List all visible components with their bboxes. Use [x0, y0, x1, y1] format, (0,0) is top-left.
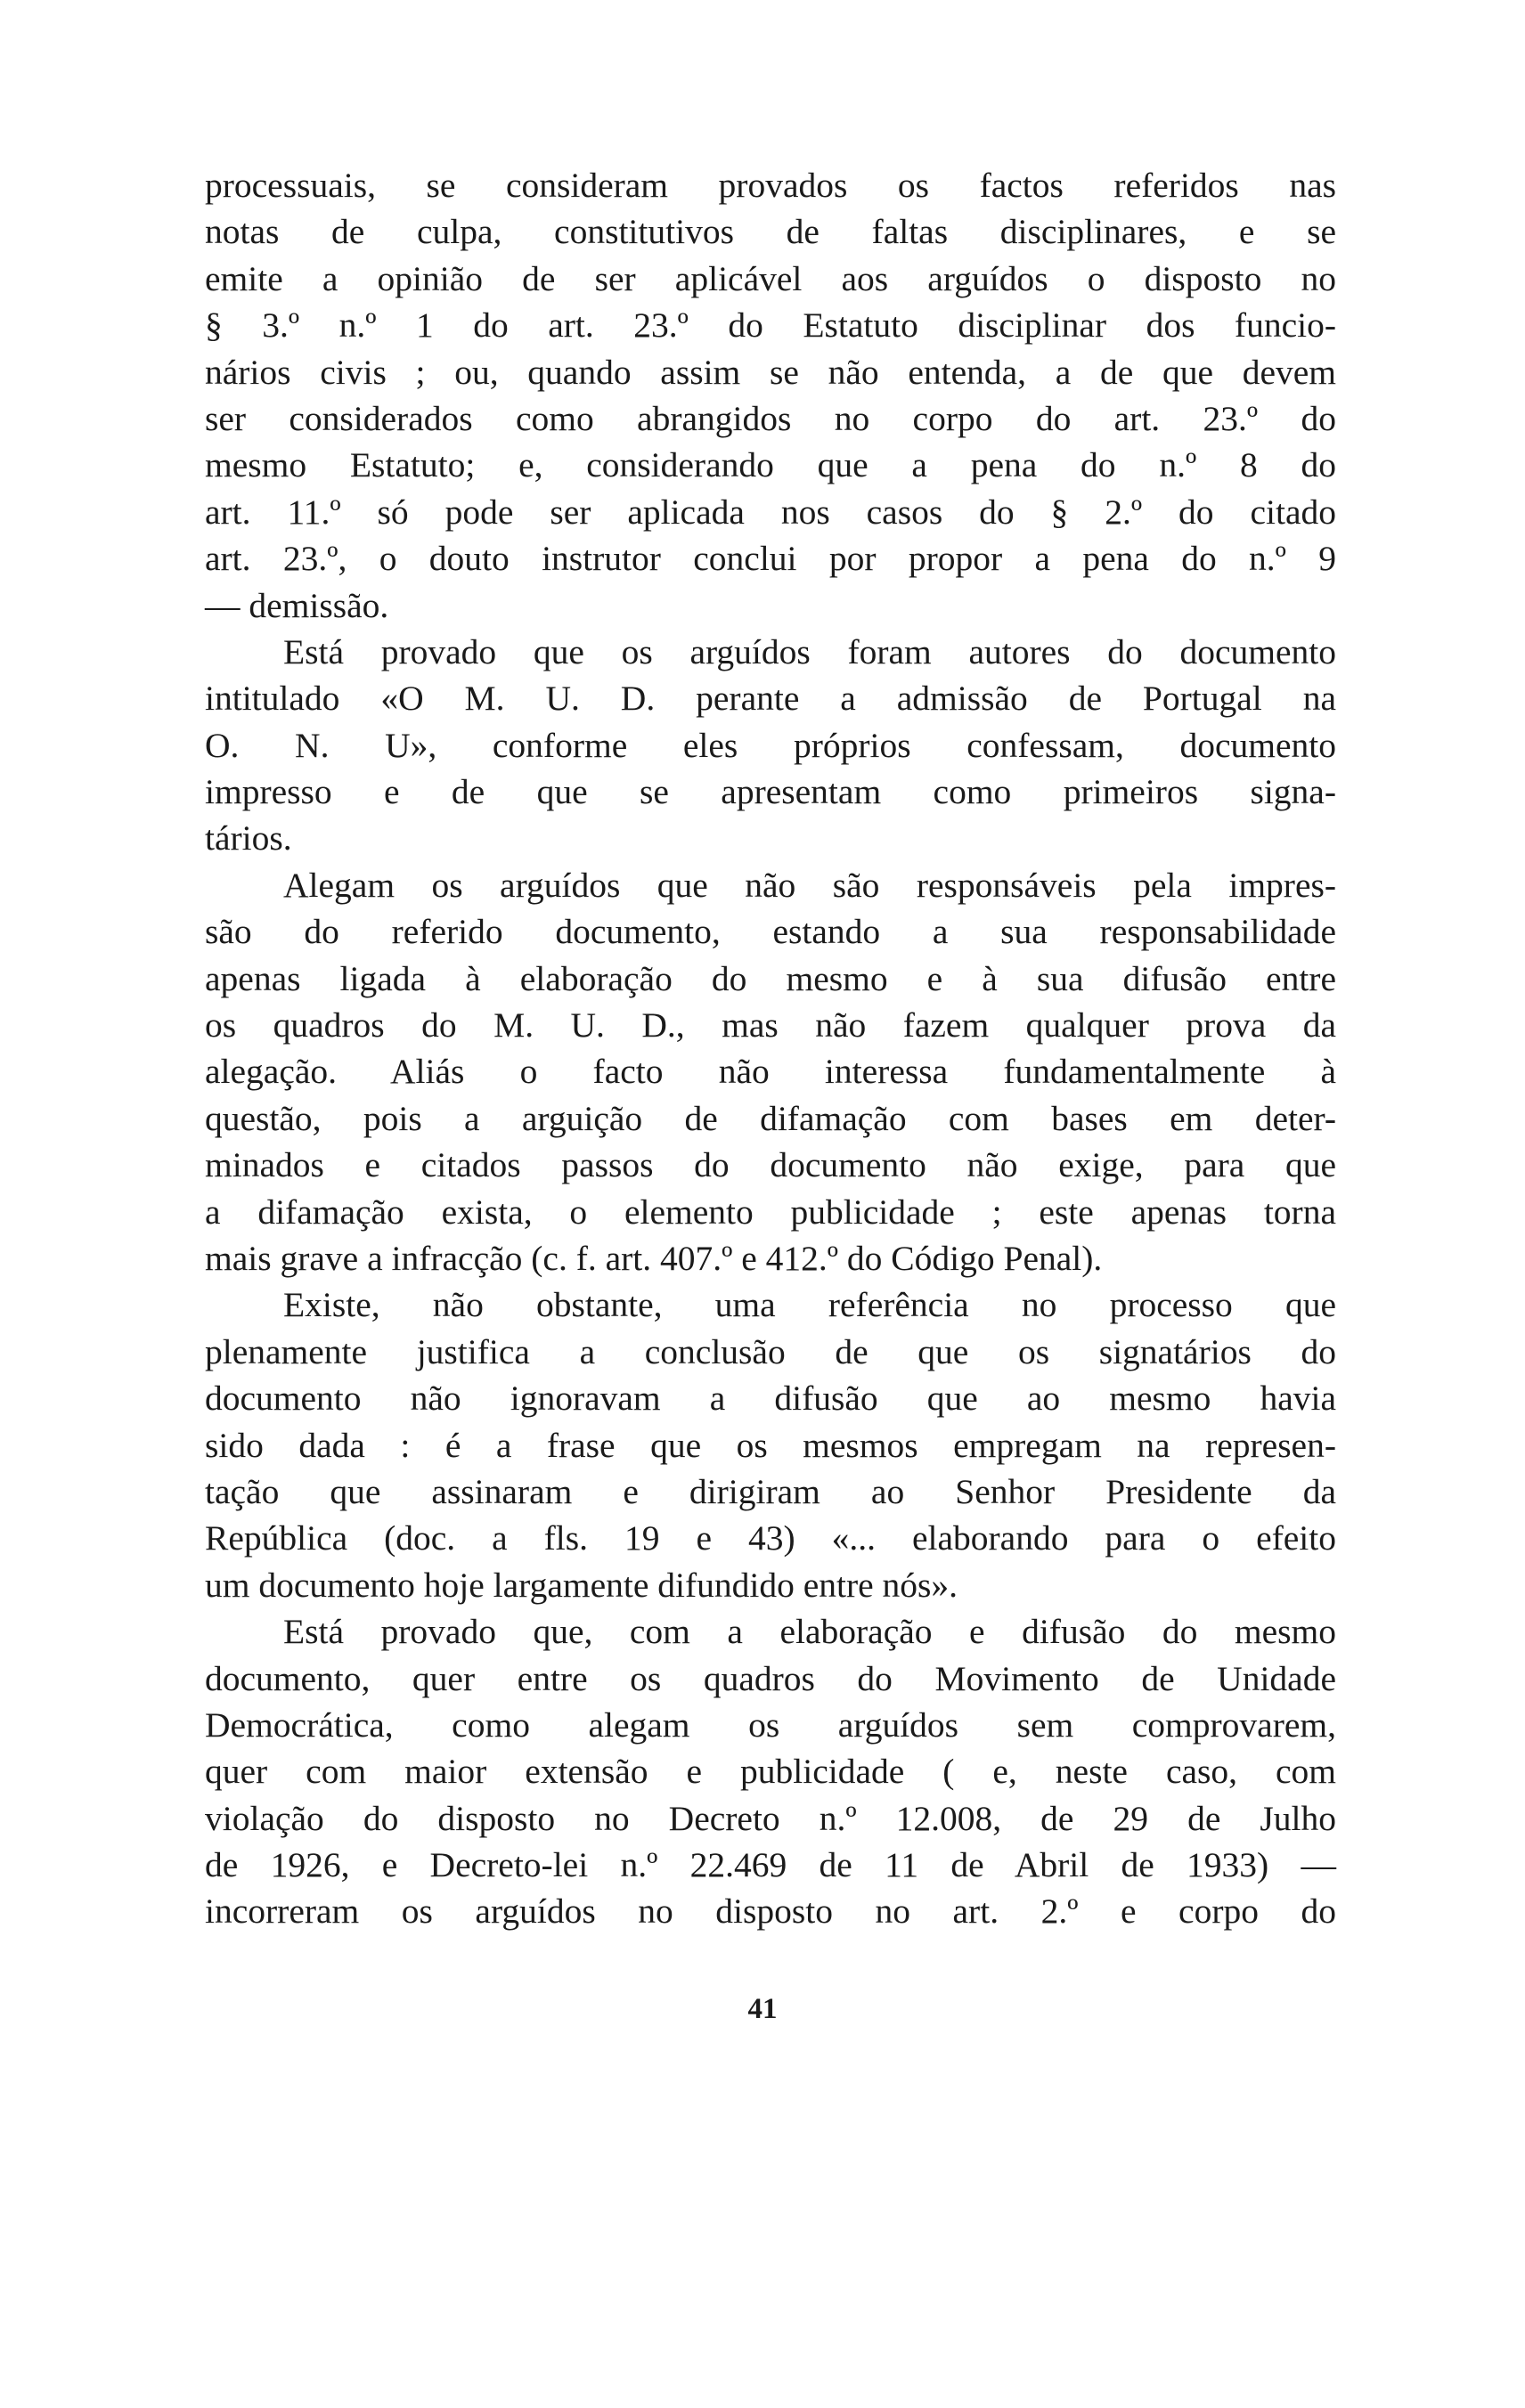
- paragraph: [205, 862, 1336, 1282]
- text-line: Está provado que os arguídos foram autores do documento: [283, 631, 1336, 671]
- text-line: § 3.º n.º 1 do art. 23.º do Estatuto disciplinar dos funcio-: [205, 305, 1336, 346]
- text-line: documento, quer entre os quadros do Movimento de Unidade: [205, 1658, 1336, 1698]
- paragraph: [205, 1608, 1336, 1935]
- text-line: documento não ignoravam a difusão que ao mesmo havia: [205, 1379, 1336, 1419]
- text-line: tários.: [205, 818, 292, 858]
- text-line: nários civis ; ou, quando assim se não entenda, a de que devem: [205, 352, 1336, 392]
- text-line: O. N. U», conforme eles próprios confessam, documento: [205, 725, 1336, 765]
- text-line: — demissão.: [205, 585, 389, 625]
- text-line: notas de culpa, constitutivos de faltas disciplinares, e se: [205, 212, 1336, 252]
- text-line: minados e citados passos do documento não exige, para que: [205, 1145, 1336, 1185]
- text-line: processuais, se consideram provados os factos referidos nas: [205, 166, 1336, 205]
- body-text: [205, 162, 1336, 1935]
- text-line: emite a opinião de ser aplicável aos arguídos o disposto no: [205, 258, 1336, 298]
- text-line: ser considerados como abrangidos no corpo do art. 23.º do: [205, 398, 1336, 438]
- text-line: a difamação exista, o elemento publicidade ; este apenas torna: [205, 1192, 1336, 1232]
- text-line: os quadros do M. U. D., mas não fazem qualquer prova da: [205, 1005, 1336, 1045]
- text-line: impresso e de que se apresentam como primeiros signa-: [205, 772, 1336, 812]
- text-line: mesmo Estatuto; e, considerando que a pena do n.º 8 do: [205, 445, 1336, 485]
- page-number: 41: [747, 1993, 778, 2025]
- text-line: art. 11.º só pode ser aplicada nos casos do § 2.º do citado: [205, 492, 1336, 532]
- paragraph: [205, 629, 1336, 862]
- text-line: um documento hoje largamente difundido entre nós».: [205, 1565, 958, 1605]
- paragraph: [205, 1281, 1336, 1608]
- text-line: Alegam os arguídos que não são responsáveis pela impres-: [283, 865, 1336, 905]
- text-line: apenas ligada à elaboração do mesmo e à sua difusão entre: [205, 958, 1336, 998]
- text-line: art. 23.º, o douto instrutor conclui por propor a pena do n.º 9: [205, 539, 1336, 579]
- text-line: Existe, não obstante, uma referência no processo que: [283, 1285, 1336, 1325]
- text-line: Democrática, como alegam os arguídos sem comprovarem,: [205, 1704, 1336, 1745]
- text-line: mais grave a infracção (c. f. art. 407.º e 412.º do Código Penal).: [205, 1238, 1103, 1278]
- text-line: questão, pois a arguição de difamação com bases em deter-: [205, 1098, 1336, 1138]
- paragraph: [205, 162, 1336, 629]
- text-line: sido dada : é a frase que os mesmos empregam na represen-: [205, 1425, 1336, 1465]
- text-line: alegação. Aliás o facto não interessa fundamentalmente à: [205, 1052, 1336, 1092]
- text-line: Está provado que, com a elaboração e difusão do mesmo: [283, 1612, 1336, 1652]
- text-line: são do referido documento, estando a sua responsabilidade: [205, 912, 1336, 952]
- text-line: tação que assinaram e dirigiram ao Senhor Presidente da: [205, 1471, 1336, 1511]
- text-line: quer com maior extensão e publicidade ( e, neste caso, com: [205, 1752, 1336, 1792]
- text-line: incorreram os arguídos no disposto no art. 2.º e corpo do: [205, 1891, 1336, 1932]
- text-line: intitulado «O M. U. D. perante a admissão de Portugal na: [205, 679, 1336, 719]
- text-line: República (doc. a fls. 19 e 43) «... elaborando para o efeito: [205, 1518, 1336, 1558]
- text-line: plenamente justifica a conclusão de que os signatários do: [205, 1331, 1336, 1371]
- text-line: de 1926, e Decreto-lei n.º 22.469 de 11 de Abril de 1933) —: [205, 1845, 1336, 1885]
- text-line: violação do disposto no Decreto n.º 12.008, de 29 de Julho: [205, 1798, 1336, 1838]
